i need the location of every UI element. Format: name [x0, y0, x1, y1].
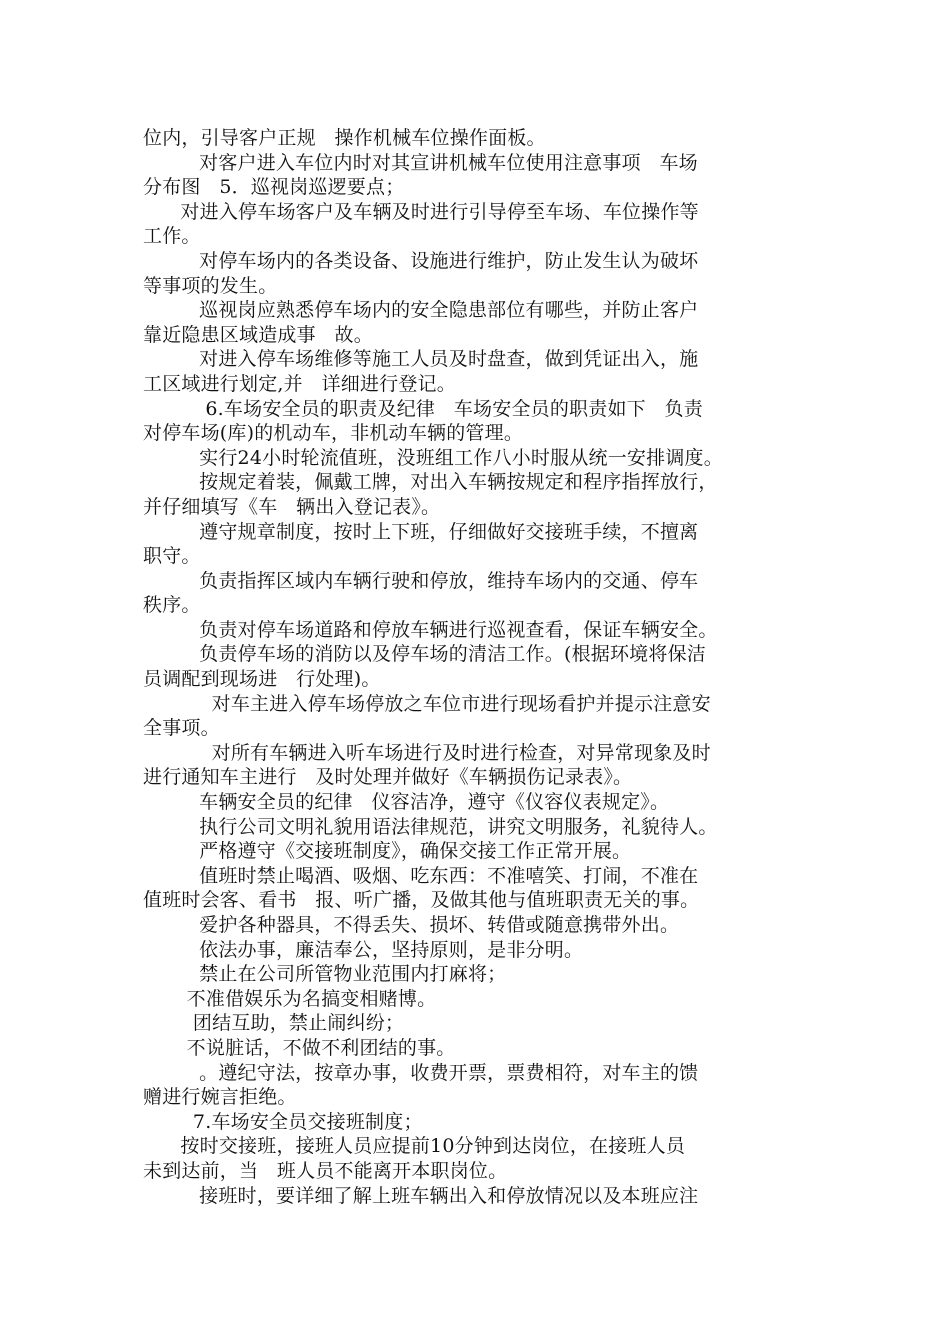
text-line: 团结互助，禁止闹纠纷； [143, 1012, 405, 1035]
text-line: 7.车场安全员交接班制度； [143, 1110, 423, 1133]
text-line: 巡视岗应熟悉停车场内的安全隐患部位有哪些，并防止客户 [143, 299, 699, 322]
text-line: 对进入停车场维修等施工人员及时盘查，做到凭证出入，施 [143, 348, 699, 371]
text-line: 值班时禁止喝酒、吸烟、吃东西：不准嘻笑、打闹，不准在 [143, 864, 699, 887]
text-line: 不说脏话，不做不利团结的事。 [143, 1036, 456, 1059]
text-line: 对停车场(库)的机动车，非机动车辆的管理。 [143, 422, 524, 445]
text-line: 严格遵守《交接班制度》，确保交接工作正常开展。 [143, 840, 632, 863]
text-line: 赠进行婉言拒绝。 [143, 1086, 297, 1109]
document-body [143, 126, 813, 1208]
text-line: 工作。 [143, 225, 201, 248]
text-line: 依法办事，廉洁奉公，坚持原则，是非分明。 [143, 938, 584, 961]
text-line: 职守。 [143, 545, 201, 568]
text-line: 爱护各种器具，不得丢失、损坏、转借或随意携带外出。 [143, 914, 680, 936]
text-line: 对所有车辆进入听车场进行及时进行检查，对异常现象及时 [143, 741, 711, 764]
text-line: 对停车场内的各类设备、设施进行维护，防止发生认为破坏 [143, 249, 699, 272]
text-line: 位内，引导客户正规 操作机械车位操作面板。 [143, 127, 546, 149]
text-line: 车辆安全员的纪律 仪容洁净，遵守《仪容仪表规定》。 [143, 791, 670, 814]
text-line: 进行通知车主进行 及时处理并做好《车辆损伤记录表》。 [143, 766, 633, 789]
text-line: 接班时，要详细了解上班车辆出入和停放情况以及本班应注 [143, 1184, 699, 1207]
text-line: 对车主进入停车场停放之车位市进行现场看护并提示注意安 [143, 692, 711, 715]
text-line: 负责停车场的消防以及停车场的清洁工作。(根据环境将保洁 [143, 643, 706, 666]
text-line: 实行24小时轮流值班，没班组工作八小时服从统一安排调度。 [143, 446, 723, 469]
text-line: 负责对停车场道路和停放车辆进行巡视查看，保证车辆安全。 [143, 618, 718, 641]
text-line: 禁止在公司所管物业范围内打麻将； [143, 963, 507, 986]
text-line: 员调配到现场进 行处理)。 [143, 668, 381, 691]
text-line: 。遵纪守法，按章办事，收费开票，票费相符，对车主的馈 [143, 1061, 699, 1084]
text-line: 全事项。 [143, 717, 220, 740]
text-line: 对客户进入车位内时对其宣讲机械车位使用注意事项 车场 [143, 151, 698, 174]
text-line: 按规定着装，佩戴工牌，对出入车辆按规定和程序指挥放行， [143, 471, 718, 494]
text-line: 值班时会客、看书 报、听广播，及做其他与值班职责无关的事。 [143, 889, 700, 912]
text-line: 并仔细填写《车 辆出入登记表》。 [143, 495, 441, 518]
text-line: 负责指挥区域内车辆行驶和停放，维持车场内的交通、停车 [143, 569, 699, 592]
text-line: 执行公司文明礼貌用语法律规范，讲究文明服务，礼貌待人。 [143, 815, 718, 838]
text-line: 遵守规章制度，按时上下班，仔细做好交接班手续，不擅离 [143, 520, 699, 543]
text-line: 等事项的发生。 [143, 274, 278, 297]
text-line: 靠近隐患区域造成事 故。 [143, 323, 373, 346]
text-line: 6.车场安全员的职责及纪律 车场安全员的职责如下 负责 [143, 397, 703, 420]
text-line: 分布图 5．巡视岗巡逻要点； [143, 176, 405, 199]
text-line: 不准借娱乐为名搞变相赌博。 [143, 987, 437, 1010]
text-line: 未到达前，当 班人员不能离开本职岗位。 [143, 1159, 508, 1182]
text-line: 秩序。 [143, 594, 201, 617]
text-line: 对进入停车场客户及车辆及时进行引导停至车场、车位操作等 [143, 200, 699, 223]
text-line: 按时交接班，接班人员应提前10分钟到达岗位，在接班人员 [143, 1135, 686, 1158]
text-line: 工区域进行划定,并 详细进行登记。 [143, 372, 456, 395]
